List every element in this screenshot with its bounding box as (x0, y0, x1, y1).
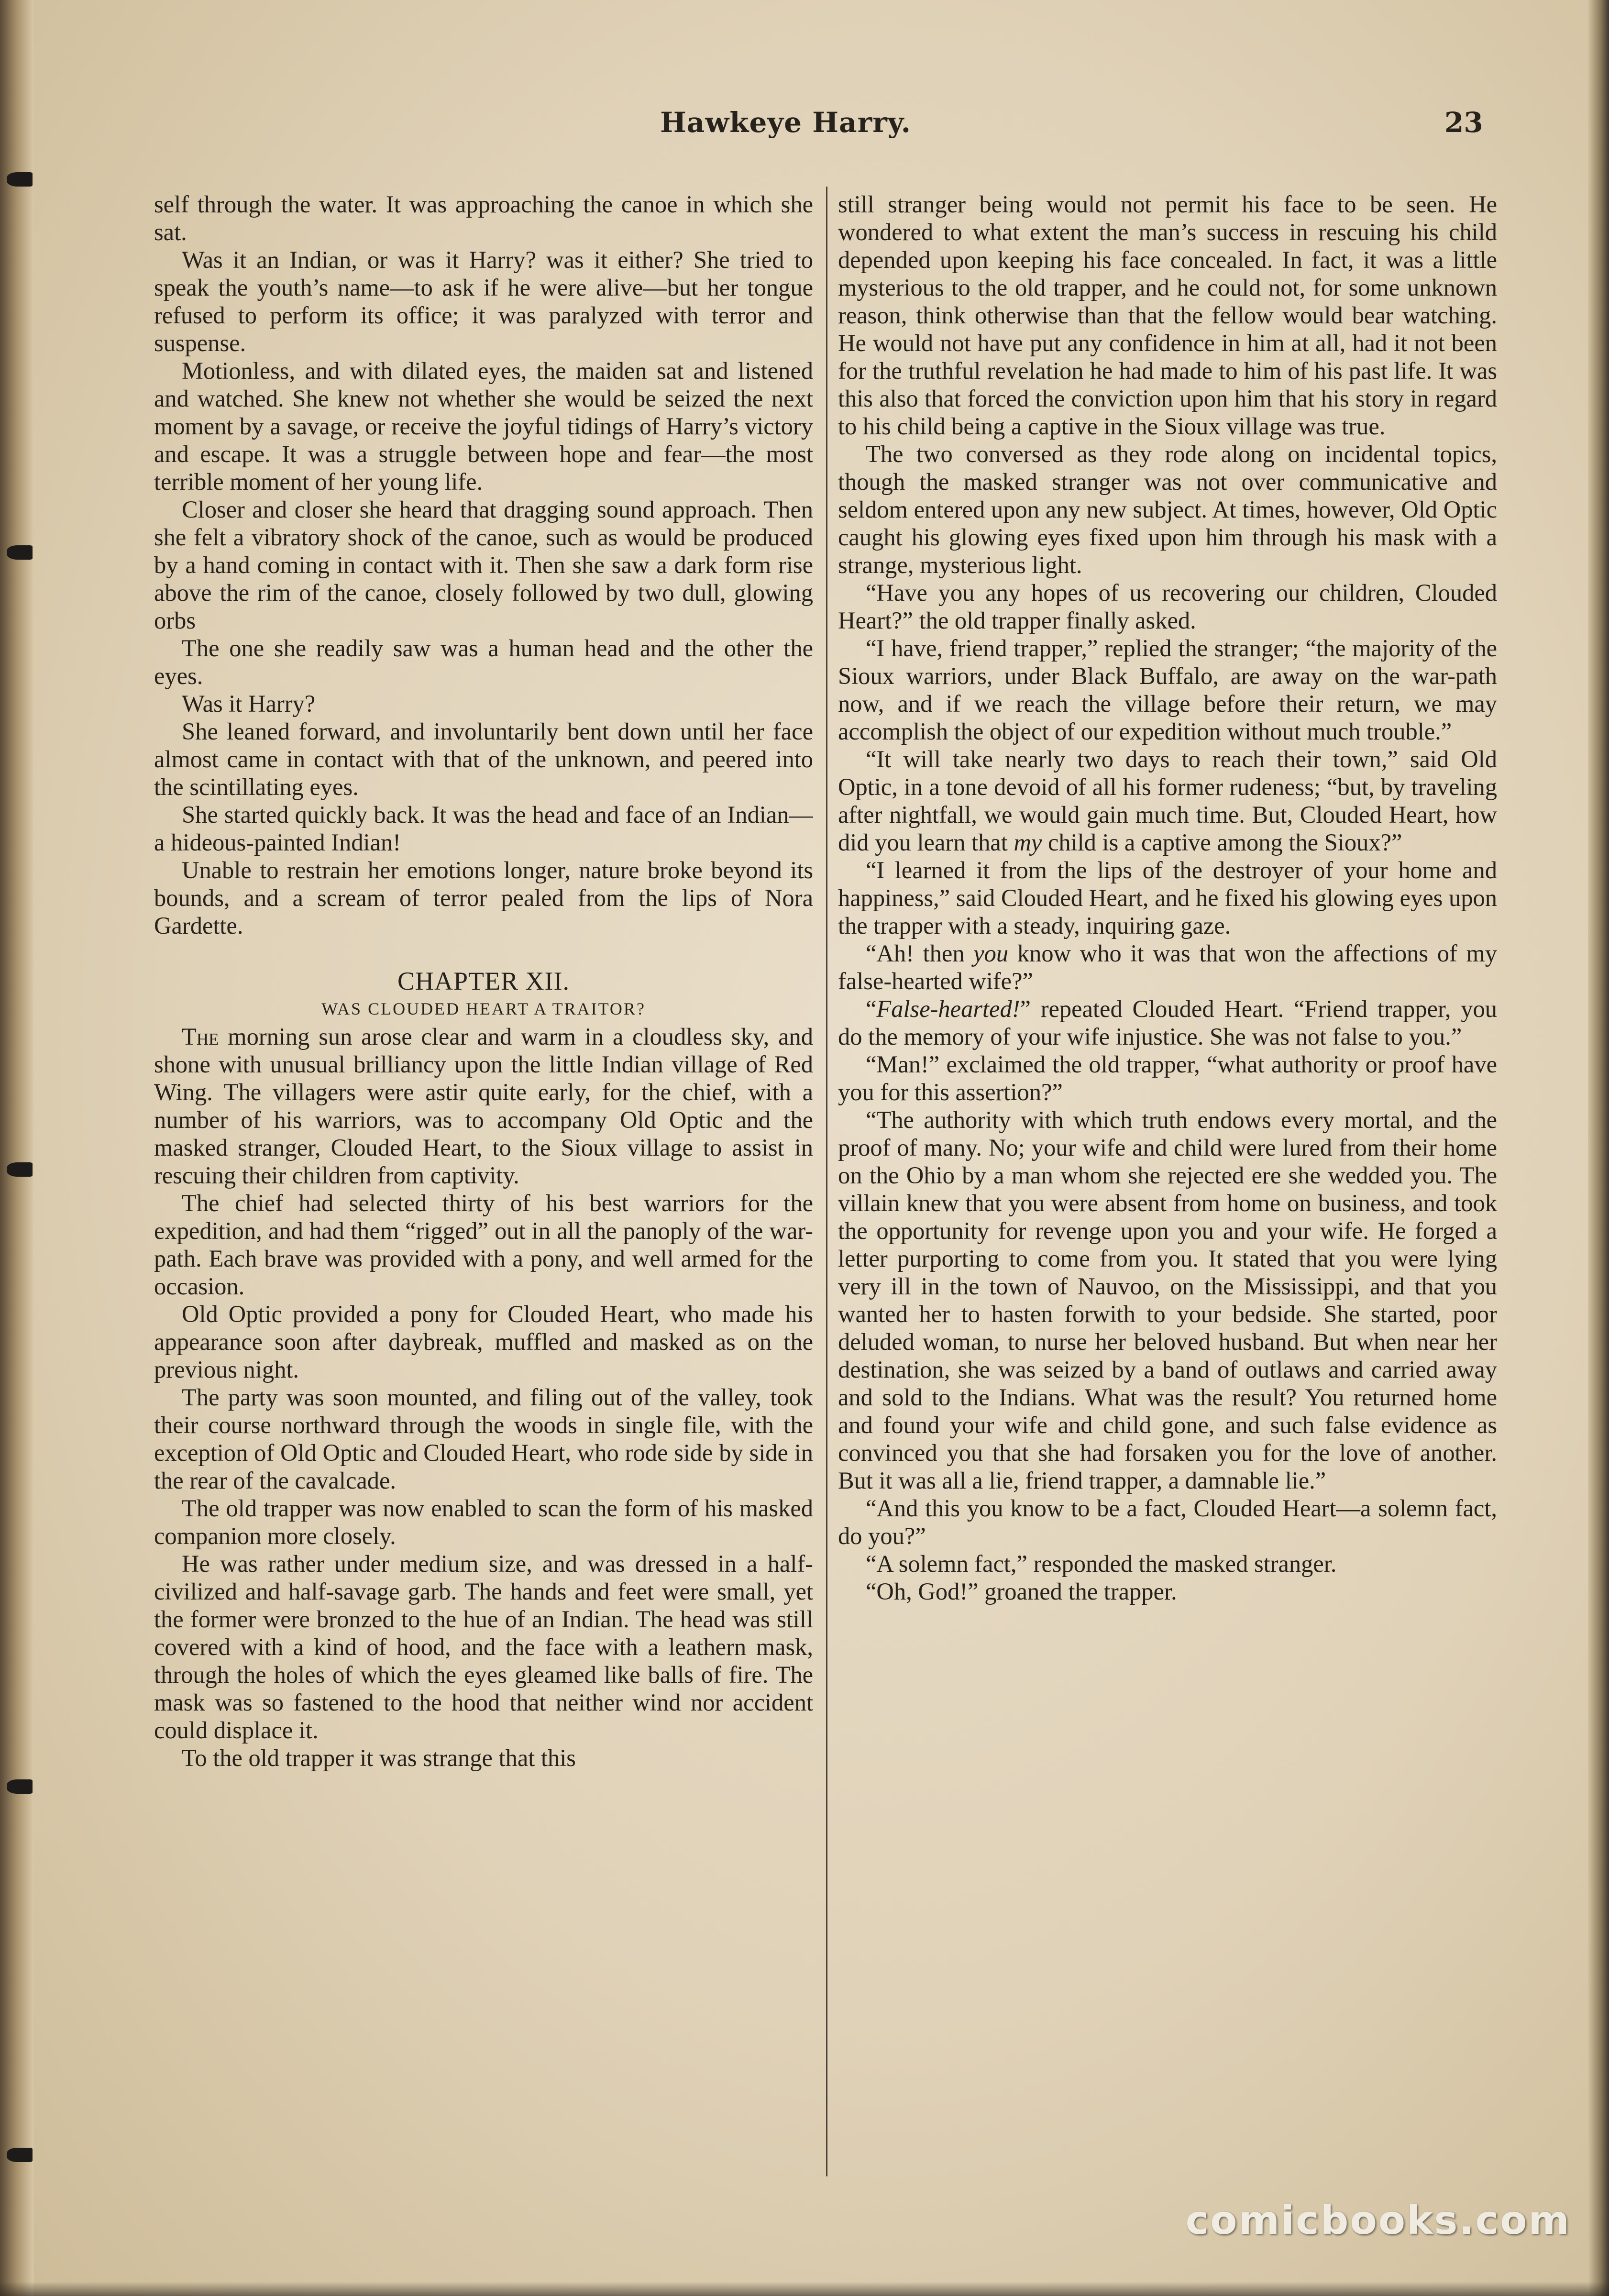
right-column (838, 190, 1497, 2132)
binding-stitch (7, 172, 33, 187)
paragraph-text: morning sun arose clear and warm in a cloudless sky, and shone with unusual brilliancy upon the little Indian village of Red Wing. The villagers were astir quite early, for the chief, with a number of his warriors, was to accompany Old Optic and the masked stranger, Clouded Heart, to the Sioux village to assist in rescuing their children from captivity. (154, 1023, 813, 1189)
paragraph: She leaned forward, and involuntarily bent down until her face almost came in contact with that of the unknown, and peered into the scintillating eyes. (154, 718, 813, 800)
paragraph: self through the water. It was approaching the canoe in which she sat. (154, 191, 813, 245)
emphasis: you (973, 940, 1009, 967)
paragraph: Motionless, and with dilated eyes, the maiden sat and listened and watched. She knew not whether she would be seized the next moment by a savage, or receive the joyful tidings of Harry’s victory and escape. It was a struggle between hope and fear—the most terrible moment of her young life. (154, 357, 813, 495)
paragraph: still stranger being would not permit his face to be seen. He wondered to what extent the man’s success in rescuing his child depended upon keeping his face concealed. In fact, it was a little mysterious to the old trapper, and he could not, for some unknown reason, think otherwise than that the fellow would bear watching. He would not have put any confidence in him at all, had it not been for the truthful revelation he had made to him of his past life. It was this also that forced the conviction upon him that his story in regard to his child being a captive in the Sioux village was true. (838, 191, 1497, 440)
paragraph-text: ” repeated Clouded Heart. “Friend trapper, you do the memory of your wife injustice. She was not false to you.” (838, 995, 1497, 1050)
page-number: 23 (1444, 106, 1483, 139)
paragraph: To the old trapper it was strange that this (182, 1744, 576, 1771)
paragraph-text: child is a captive among the Sioux?” (1042, 829, 1402, 856)
chapter-subtitle: WAS CLOUDED HEART A TRAITOR? (321, 999, 646, 1018)
paragraph: “The authority with which truth endows every mortal, and the proof of many. No; your wife and child were lured from their home on the Ohio by a man whom she rejected ere she wedded you. The villain knew that you were absent from home on business, and took the opportunity for revenge upon you and your wife. He forged a letter purporting to come from you. It stated that you were lying very ill in the town of Nauvoo, on the Mississippi, and that you wanted her to hasten forwith to your bedside. She started, poor deluded woman, to nurse her beloved husband. But when near her destination, she was seized by a band of outlaws and carried away and sold to the Indians. What was the result? You returned home and found your wife and child gone, and such false evidence as convinced you that she had forsaken you for the love of another. But it was all a lie, friend trapper, a damnable lie.” (838, 1106, 1497, 1494)
paragraph (838, 745, 1497, 856)
paragraph: “A solemn fact,” responded the masked stranger. (866, 1550, 1337, 1577)
paragraph (838, 939, 1497, 995)
paragraph: Was it Harry? (182, 690, 316, 717)
chapter-title: CHAPTER XII. (397, 967, 570, 995)
column-rule (826, 187, 827, 2176)
paragraph: “Man!” exclaimed the old trapper, “what authority or proof have you for this assertion?” (838, 1051, 1497, 1105)
paragraph: He was rather under medium size, and was dressed in a half-civilized and half-savage garb. The hands and feet were small, yet the former were bronzed to the hue of an Indian. The head was still covered with a kind of hood, and the face with a leathern mask, through the holes of which the eyes gleamed like balls of fire. The mask was so fastened to the hood that neither wind nor accident could displace it. (154, 1550, 813, 1744)
watermark: comicbooks.com (1185, 2198, 1571, 2243)
paragraph-text: “It will take nearly two days to reach their town,” said Old Optic, in a tone devoid of all his former rudeness; “but, by traveling after nightfall, we would gain much time. But, Clouded Heart, how did you learn that (838, 746, 1497, 856)
binding-spine (0, 0, 33, 2296)
emphasis: my (1014, 829, 1042, 856)
page-edge-bottom (0, 2282, 1609, 2296)
paragraph: The chief had selected thirty of his best warriors for the expedition, and had them “rigged” out in all the panoply of the war-path. Each brave was provided with a pony, and well armed for the occasion. (154, 1190, 813, 1300)
page-edge-right (1588, 0, 1609, 2296)
left-column (154, 190, 813, 2132)
paragraph: “Oh, God!” groaned the trapper. (866, 1578, 1177, 1605)
paragraph: “I learned it from the lips of the destroyer of your home and happiness,” said Clouded Heart, and he fixed his glowing eyes upon the trapper with a steady, inquiring gaze. (838, 857, 1497, 939)
binding-stitch (7, 1162, 33, 1177)
paragraph: Was it an Indian, or was it Harry? was it either? She tried to speak the youth’s name—to ask if he were alive—but her tongue refused to perform its office; it was paralyzed with terror and suspense. (154, 246, 813, 356)
lead-in-word: The (182, 1023, 219, 1050)
paragraph: She started quickly back. It was the head and face of an Indian—a hideous-painted Indian! (154, 801, 813, 856)
paragraph: The old trapper was now enabled to scan the form of his masked companion more closely. (154, 1495, 813, 1549)
binding-stitch (7, 545, 33, 560)
paragraph: The party was soon mounted, and filing out of the valley, took their course northward through the woods in single file, with the exception of Old Optic and Clouded Heart, who rode side by side in the rear of the cavalcade. (154, 1384, 813, 1494)
paragraph-text: “ (866, 995, 877, 1022)
paragraph (154, 1023, 813, 1189)
running-title: Hawkeye Harry. (660, 106, 911, 139)
paragraph: “Have you any hopes of us recovering our children, Clouded Heart?” the old trapper finally asked. (838, 579, 1497, 634)
paragraph (838, 995, 1497, 1050)
paragraph: The one she readily saw was a human head and the other the eyes. (154, 635, 813, 689)
paragraph: Unable to restrain her emotions longer, nature broke beyond its bounds, and a scream of terror pealed from the lips of Nora Gardette. (154, 857, 813, 939)
emphasis: False-hearted! (876, 995, 1020, 1022)
binding-stitch (7, 2148, 33, 2162)
paragraph: Closer and closer she heard that dragging sound approach. Then she felt a vibratory shock of the canoe, such as would be produced by a hand coming in contact with it. Then she saw a dark form rise above the rim of the canoe, closely followed by two dull, glowing orbs (154, 496, 813, 634)
paragraph-text: “Ah! then (866, 940, 974, 967)
paragraph: Old Optic provided a pony for Clouded Heart, who made his appearance soon after daybreak, muffled and masked as on the previous night. (154, 1301, 813, 1383)
paragraph: The two conversed as they rode along on incidental topics, though the masked stranger was not over communicative and seldom entered upon any new subject. At times, however, Old Optic caught his glowing eyes fixed upon him through his mask with a strange, mysterious light. (838, 441, 1497, 578)
binding-stitch (7, 1779, 33, 1794)
paragraph-text: know who it was that won the affections of my false-hearted wife?” (838, 940, 1497, 994)
paragraph: “And this you know to be a fact, Clouded Heart—a solemn fact, do you?” (838, 1495, 1497, 1549)
paragraph: “I have, friend trapper,” replied the stranger; “the majority of the Sioux warriors, under Black Buffalo, are away on the war-path now, and if we reach the village before their return, we may accomplish the object of our expedition without much trouble.” (838, 635, 1497, 745)
